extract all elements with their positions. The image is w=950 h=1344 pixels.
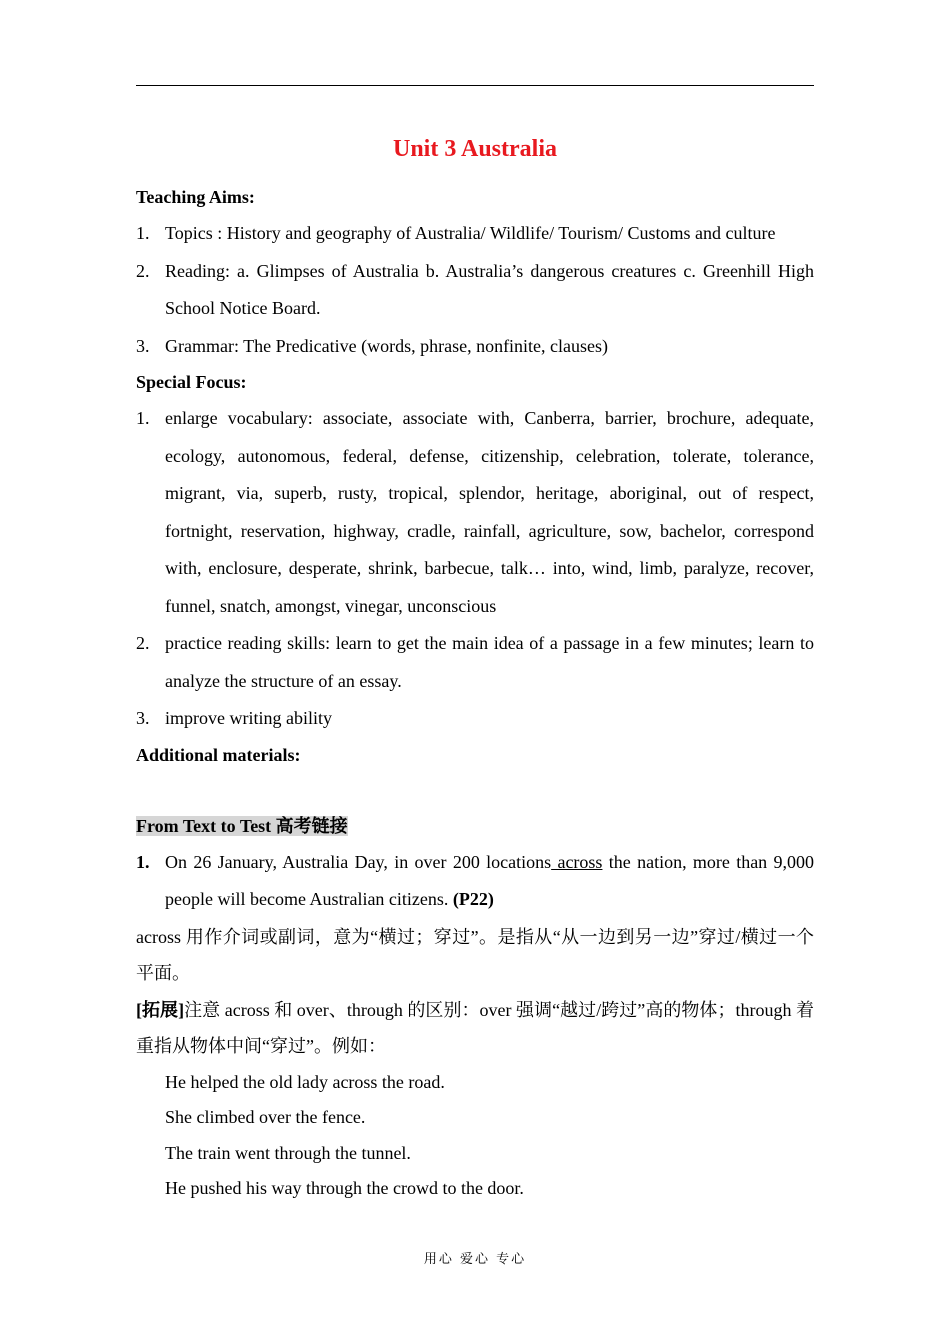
list-number: 1.: [136, 851, 150, 872]
list-item-text: enlarge vocabulary: associate, associate with, Canberra, barrier, brochure, adequate, ecology, autonomous, federal, defense, citizenship, celebration, tolerate, tolerance, migrant, via, superb, rusty, tropical, splendor, heritage, aboriginal, out of respect, fortnight, reservation, highway, cradle, rainfall, agriculture, sow, bachelor, correspond with, enclosure, desperate, shrink, barbecue, talk… into, wind, limb, paralyze, recover, funnel, snatch, amongst, vinegar, unconscious: [165, 408, 814, 616]
list-item: [136, 700, 814, 738]
spacer: [136, 773, 814, 809]
list-item-text: practice reading skills: learn to get the main idea of a passage in a few minutes; learn to analyze the structure of an essay.: [165, 633, 814, 691]
list-item: [136, 215, 814, 253]
list-item-text: Grammar: The Predicative (words, phrase, nonfinite, clauses): [165, 335, 609, 356]
example-sentence: He helped the old lady across the road.: [165, 1071, 445, 1092]
list-item-text: Reading: a. Glimpses of Australia b. Australia’s dangerous creatures c. Greenhill High School Notice Board.: [165, 260, 814, 318]
document-body: [136, 130, 814, 1207]
list-number: 1.: [136, 223, 150, 243]
example-sentence: He pushed his way through the crowd to the door.: [165, 1178, 524, 1198]
example-sentence: The train went through the tunnel.: [165, 1142, 411, 1163]
test-link-heading: From Text to Test 高考链接: [136, 815, 348, 836]
header-rule: [136, 85, 814, 86]
list-number: 3.: [136, 335, 150, 356]
test-item: [136, 844, 814, 919]
list-item: [136, 328, 814, 366]
extension-paragraph: [136, 992, 814, 1065]
list-number: 1.: [136, 408, 150, 428]
page-reference: (P22): [452, 889, 494, 909]
teaching-aims-heading: Teaching Aims:: [136, 187, 255, 207]
list-number: 2.: [136, 633, 150, 653]
page-title: Unit 3 Australia: [392, 136, 557, 162]
list-item: [136, 400, 814, 625]
explanation: across 用作介词或副词，意为“横过；穿过”。是指从“从一边到另一边”穿过/横过一个平面。: [136, 926, 814, 983]
list-item: [136, 625, 814, 700]
sentence-keyword: across: [551, 851, 603, 872]
example-sentence: She climbed over the fence.: [165, 1107, 366, 1127]
list-item-text: improve writing ability: [165, 708, 332, 728]
sentence-before: On 26 January, Australia Day, in over 200 locations: [165, 851, 552, 872]
list-item: [136, 253, 814, 328]
page-footer: 用心 爱心 专心: [423, 1252, 527, 1267]
special-focus-heading: Special Focus:: [136, 372, 247, 392]
section-heading-line: [136, 809, 814, 844]
list-number: 2.: [136, 260, 150, 281]
additional-materials-heading: Additional materials:: [136, 744, 301, 765]
list-item-text: Topics : History and geography of Australia/ Wildlife/ Tourism/ Customs and culture: [165, 223, 776, 243]
list-number: 3.: [136, 708, 150, 728]
extension-label: [拓展]: [136, 999, 185, 1020]
extension-text: 注意 across 和 over、through 的区别：over 强调“越过/跨过”高的物体；through 着重指从物体中间“穿过”。例如：: [136, 999, 814, 1056]
sentence-after: the nation, more than 9,000 people will become Australian citizens.: [165, 851, 814, 909]
